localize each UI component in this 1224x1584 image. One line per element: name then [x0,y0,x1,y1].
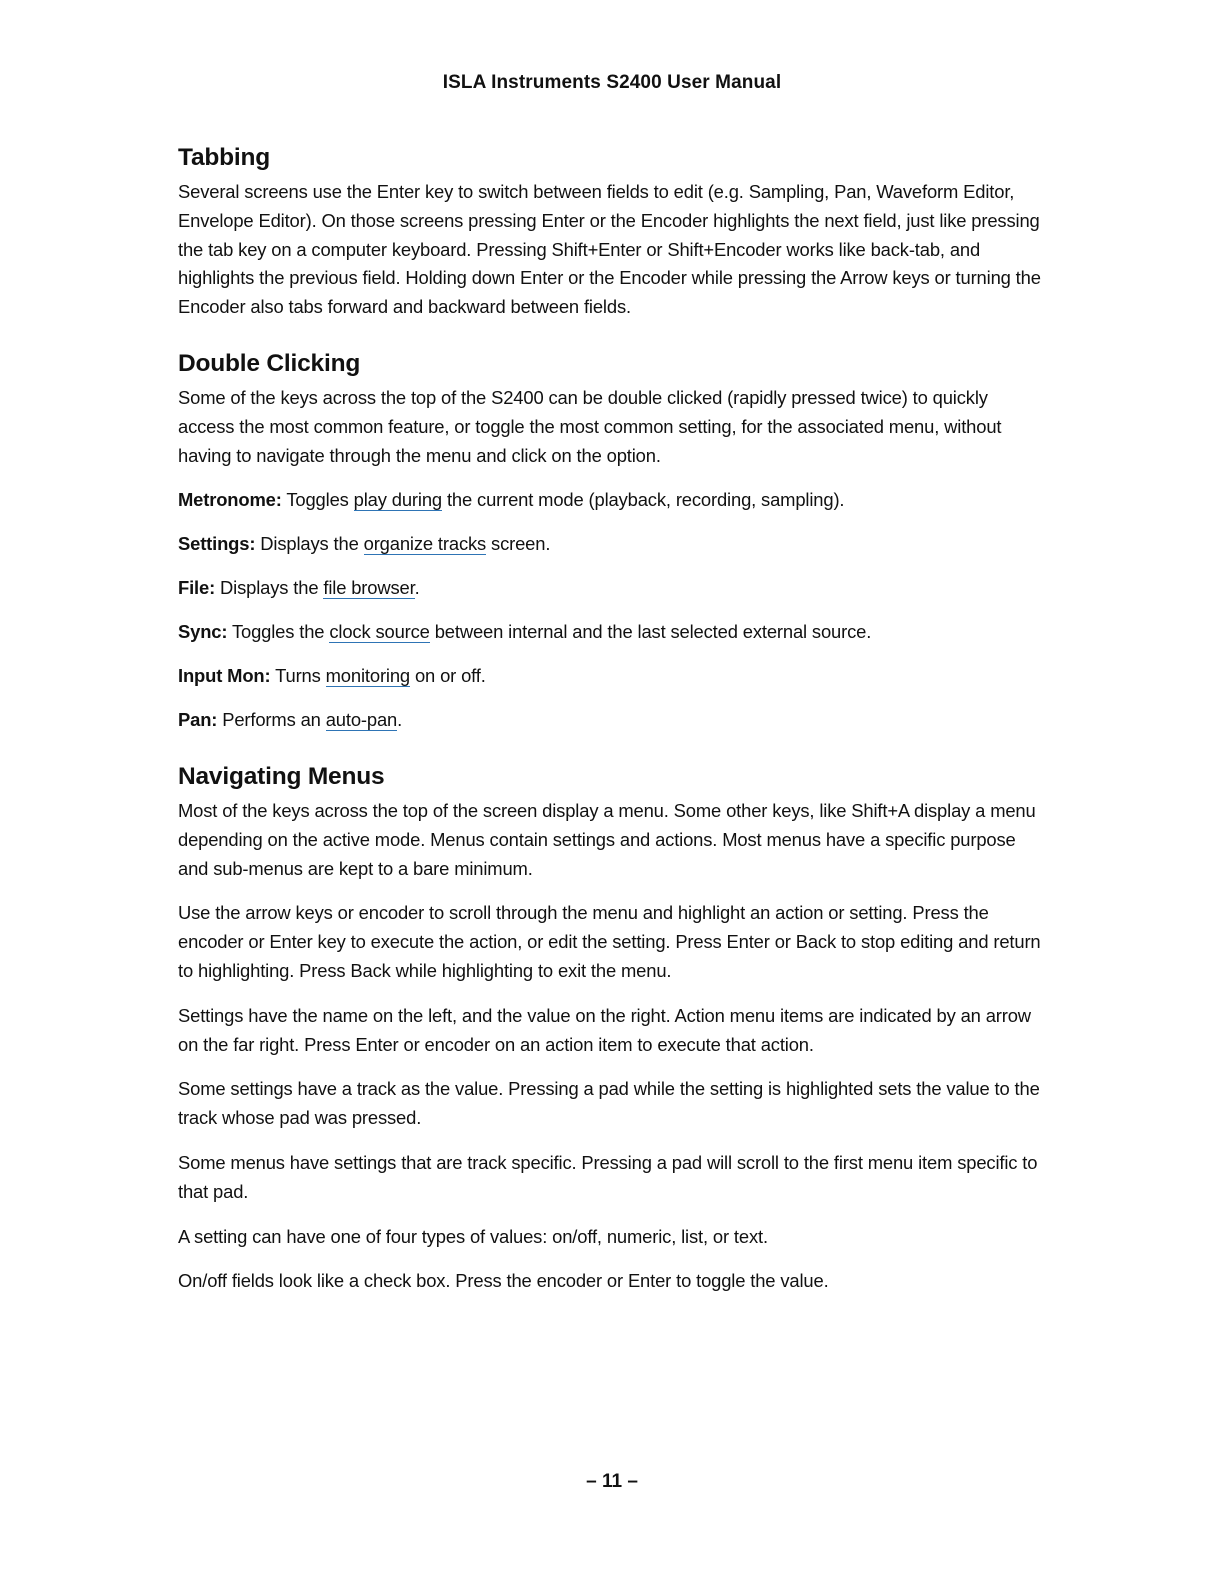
page-number: – 11 – [586,1471,638,1492]
double-click-item-pan: Pan: Performs an auto-pan. [178,709,403,731]
menus-paragraph: Most of the keys across the top of the screen display a menu. Some other keys, like Shift+A display a menu depending on the active mode. Menus contain settings and actions. Most menus have a specific purpose and sub-menus are kept to a bare minimum. [178,800,1036,879]
section-double-clicking [178,348,1044,735]
item-term: Input Mon: [178,665,271,687]
double-clicking-intro: Some of the keys across the top of the S2400 can be double clicked (rapidly pressed twice) to quickly access the most common feature, or toggle the most common setting, for the associated menu, without having to navigate through the menu and click on the option. [178,386,1002,466]
tabbing-paragraph: Several screens use the Enter key to switch between fields to edit (e.g. Sampling, Pan, Waveform Editor, Envelope Editor). On those screens pressing Enter or the Encoder highlights the next field, just like pressing the tab key on a computer keyboard. Pressing Shift+Enter or Shift+Encoder works like back-tab, and highlights the previous field. Holding down Enter or the Encoder while pressing the Arrow keys or turning the Encoder also tabs forward and backward between fields. [178,181,1041,318]
menus-paragraph: Some settings have a track as the value. Pressing a pad while the setting is highlighted sets the value to the track whose pad was pressed. [178,1078,1040,1129]
section-navigating-menus [178,761,1044,1296]
menus-paragraph: Settings have the name on the left, and the value on the right. Action menu items are indicated by an arrow on the far right. Press Enter or encoder on an action item to execute that action. [178,1004,1031,1055]
menus-paragraph: On/off fields look like a check box. Press the encoder or Enter to toggle the value. [178,1270,829,1292]
double-click-item-metronome: Metronome: Toggles play during the current mode (playback, recording, sampling). [178,489,845,511]
double-click-item-file: File: Displays the file browser. [178,577,420,599]
double-click-item-sync: Sync: Toggles the clock source between internal and the last selected external source. [178,621,872,643]
menus-paragraph: Some menus have settings that are track specific. Pressing a pad will scroll to the first menu item specific to that pad. [178,1152,1038,1202]
heading-double-clicking: Double Clicking [178,349,361,377]
heading-navigating-menus: Navigating Menus [178,763,385,791]
link-file-browser[interactable]: file browser [323,577,415,599]
document-body [178,142,1044,1322]
heading-tabbing: Tabbing [178,144,271,171]
link-monitoring[interactable]: monitoring [325,665,411,687]
item-term: Pan: [178,709,218,731]
link-auto-pan[interactable]: auto-pan [325,709,398,731]
menus-paragraph: A setting can have one of four types of values: on/off, numeric, list, or text. [178,1225,768,1247]
item-term: Settings: [178,533,256,555]
link-play-during[interactable]: play during [353,489,442,511]
item-term: Sync: [178,621,228,643]
double-click-item-input-mon: Input Mon: Turns monitoring on or off. [178,665,486,687]
link-organize-tracks[interactable]: organize tracks [363,533,487,555]
page-header: ISLA Instruments S2400 User Manual [442,72,782,93]
section-tabbing [178,142,1044,322]
item-term: Metronome: [178,489,282,511]
item-term: File: [178,577,216,599]
double-click-item-settings: Settings: Displays the organize tracks screen. [178,533,551,555]
menus-paragraph: Use the arrow keys or encoder to scroll through the menu and highlight an action or setting. Press the encoder or Enter key to execute the action, or edit the setting. Press Enter or Back to stop editing and return to highlighting. Press Back while highlighting to exit the menu. [178,902,1041,982]
link-clock-source[interactable]: clock source [329,621,430,643]
